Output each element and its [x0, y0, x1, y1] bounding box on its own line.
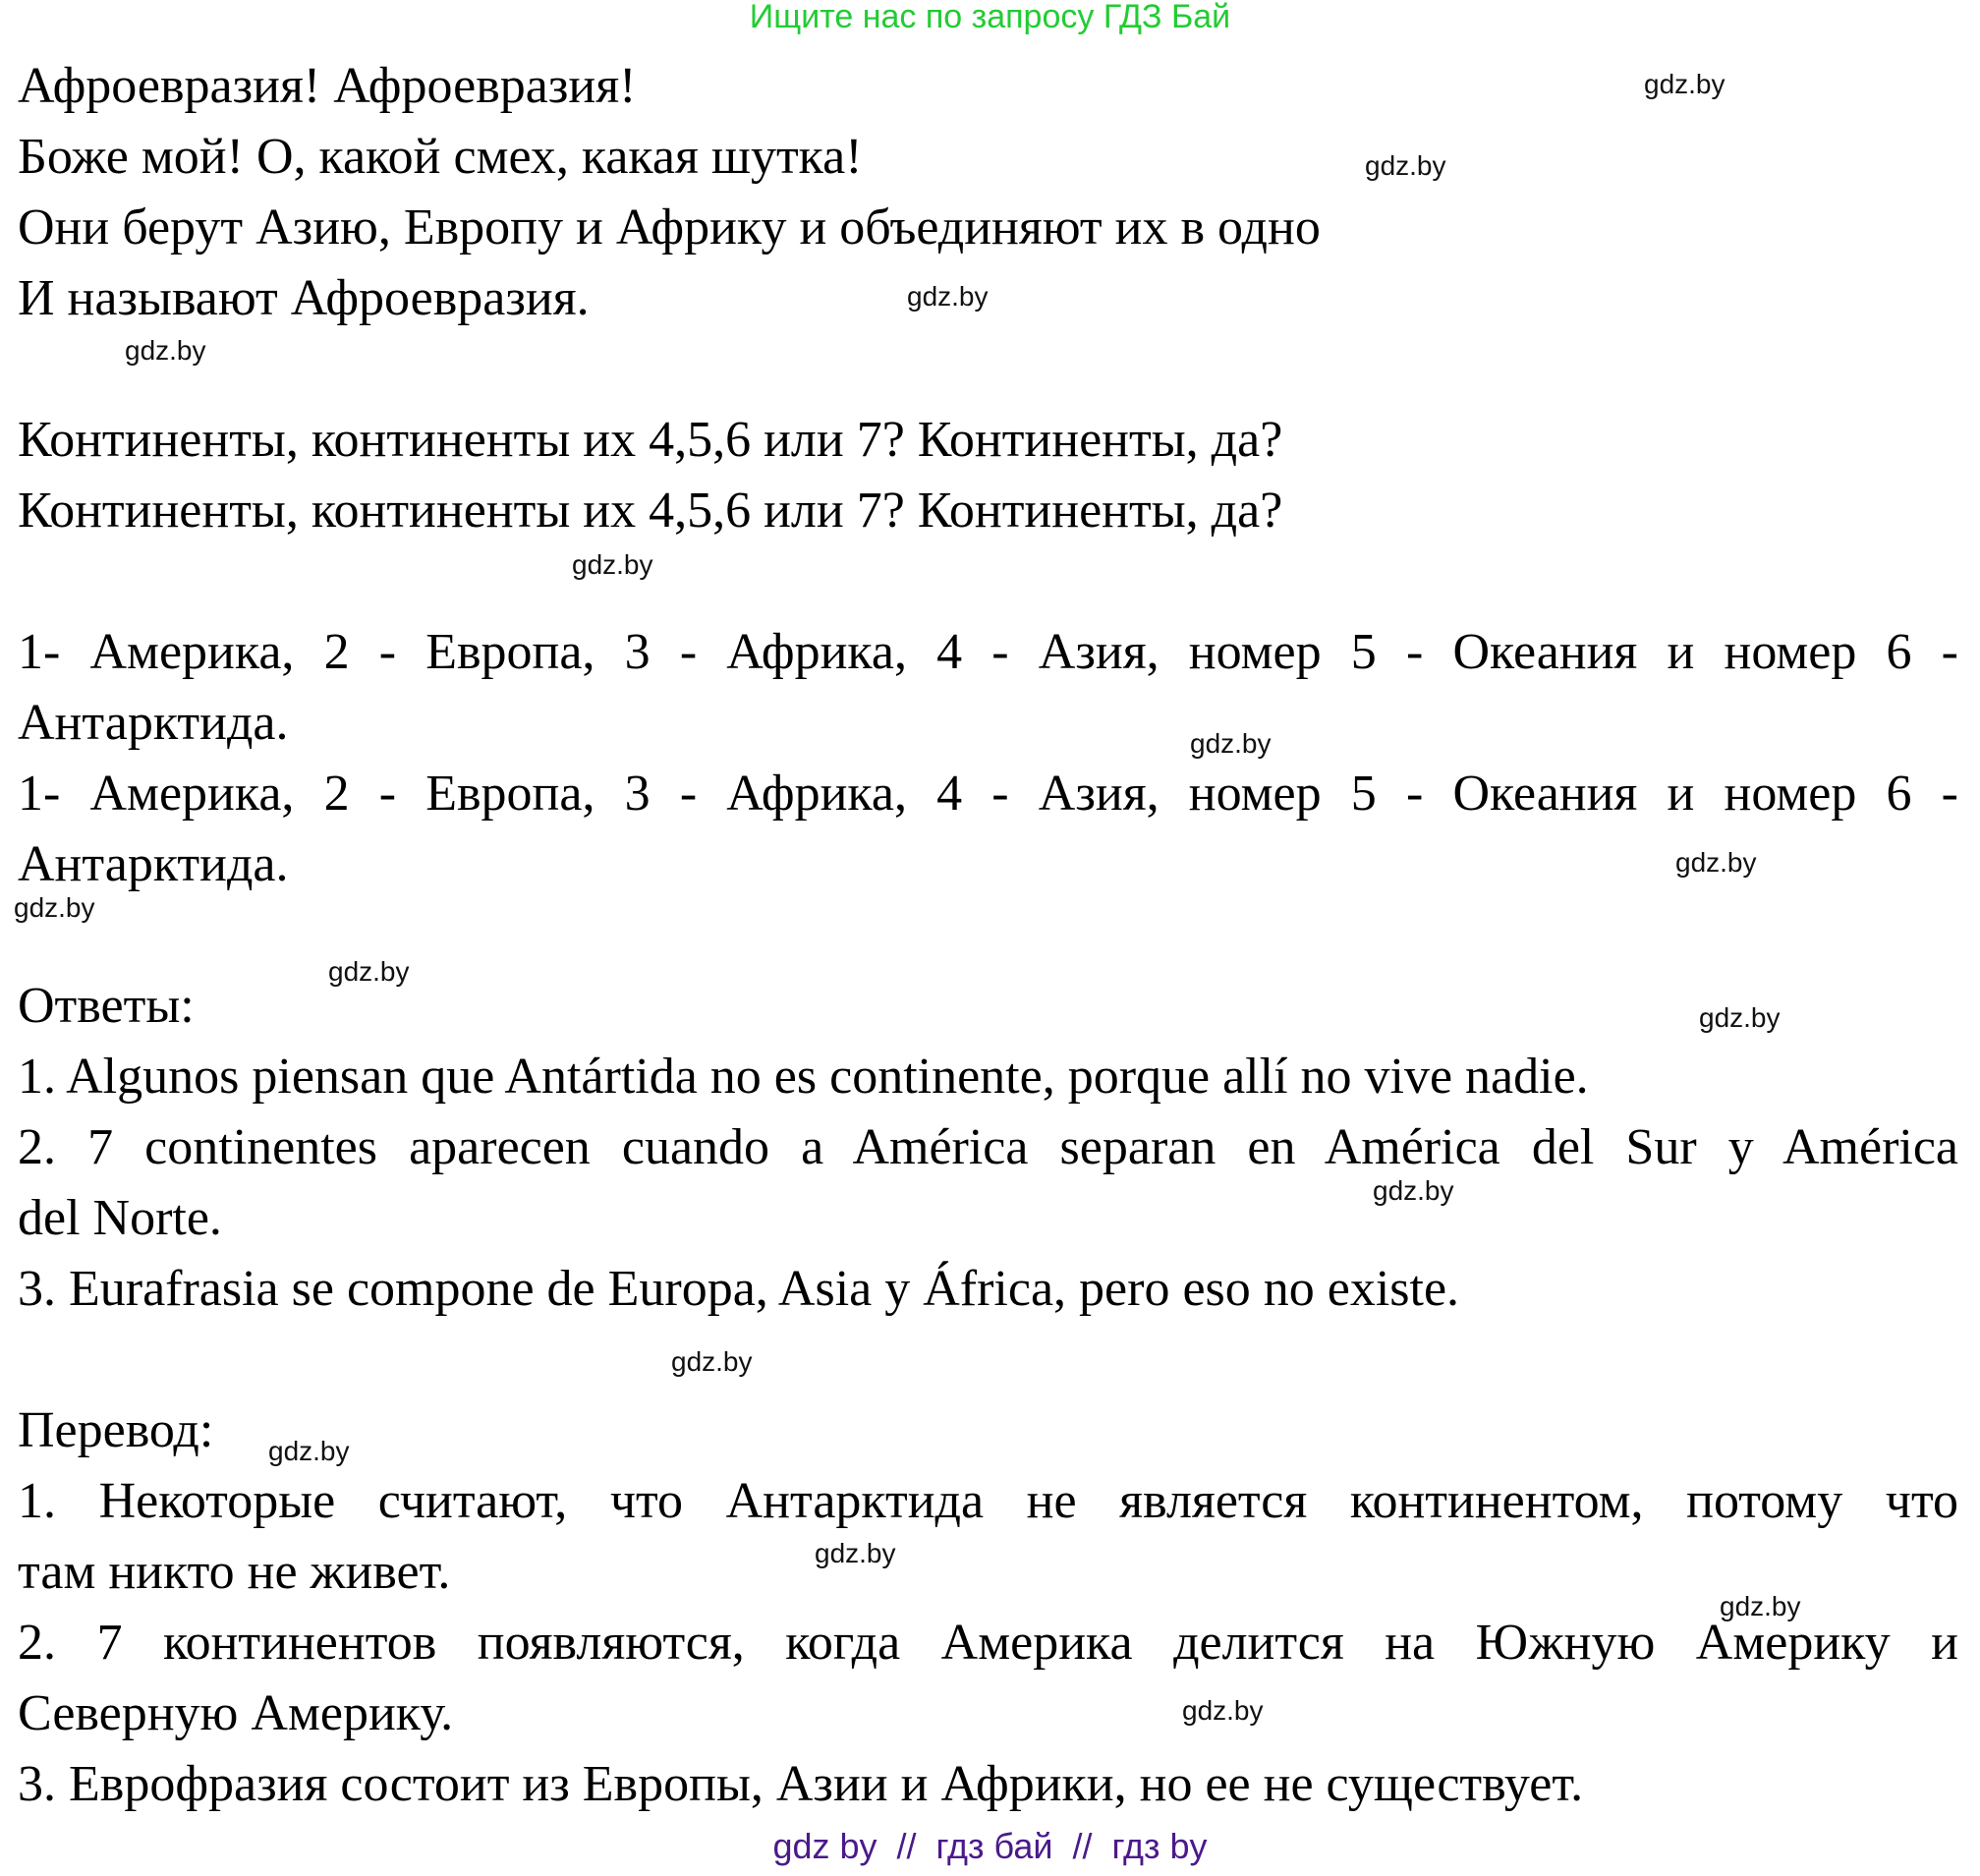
translation-item: 1. Некоторые считают, что Антарктида не является континентом, потому что: [18, 1473, 1958, 1529]
watermark: gdz.by: [1190, 728, 1272, 759]
answer-item: 1. Algunos piensan que Antártida no es continente, porque allí no vive nadie.: [18, 1049, 1589, 1105]
watermark: gdz.by: [1720, 1591, 1801, 1621]
watermark: gdz.by: [268, 1436, 350, 1466]
watermark: gdz.by: [14, 892, 95, 923]
translation-item: Северную Америку.: [18, 1685, 454, 1741]
translation-item: там никто не живет.: [18, 1544, 451, 1600]
verse-line: Они берут Азию, Европу и Африку и объединяют их в одно: [18, 199, 1321, 256]
continent-list-line: 1- Америка, 2 - Европа, 3 - Африка, 4 - Азия, номер 5 - Океания и номер 6 -: [18, 766, 1958, 822]
watermark: gdz.by: [1365, 150, 1446, 181]
watermark: gdz.by: [1182, 1695, 1264, 1726]
answer-item: 2. 7 continentes aparecen cuando a América separan en América del Sur y América: [18, 1119, 1958, 1175]
translation-item: 3. Еврофразия состоит из Европы, Азии и Африки, но ее не существует.: [18, 1756, 1584, 1812]
watermark: gdz.by: [1675, 847, 1757, 878]
watermark: gdz.by: [907, 281, 989, 312]
watermark: gdz.by: [328, 956, 410, 987]
translation-item: 2. 7 континентов появляются, когда Америка делится на Южную Америку и: [18, 1615, 1958, 1671]
continent-list-line: Антарктида.: [18, 836, 289, 892]
answer-item: del Norte.: [18, 1190, 222, 1246]
watermark: gdz.by: [1644, 69, 1725, 99]
watermark: gdz.by: [815, 1538, 896, 1568]
watermark: gdz.by: [671, 1346, 753, 1377]
watermark: gdz.by: [1373, 1175, 1454, 1206]
answers-title: Ответы:: [18, 978, 195, 1034]
verse-line: Боже мой! О, какой смех, какая шутка!: [18, 129, 863, 185]
watermark: gdz.by: [1699, 1002, 1781, 1033]
continent-list-line: 1- Америка, 2 - Европа, 3 - Африка, 4 - Азия, номер 5 - Океания и номер 6 -: [18, 624, 1958, 680]
chorus-line: Континенты, континенты их 4,5,6 или 7? Континенты, да?: [18, 483, 1283, 539]
footer-watermark: gdz by // гдз бай // гдз by: [772, 1826, 1208, 1866]
verse-line: И называют Афроевразия.: [18, 270, 590, 326]
answer-item: 3. Eurafrasia se compone de Europa, Asia y África, pero eso no existe.: [18, 1261, 1460, 1317]
watermark: gdz.by: [572, 549, 653, 580]
continent-list-line: Антарктида.: [18, 695, 289, 751]
verse-line: Афроевразия! Афроевразия!: [18, 58, 637, 114]
watermark: gdz.by: [125, 335, 206, 366]
site-search-hint: Ищите нас по запросу ГДЗ Бай: [749, 0, 1231, 35]
chorus-line: Континенты, континенты их 4,5,6 или 7? Континенты, да?: [18, 412, 1283, 468]
translation-title: Перевод:: [18, 1402, 214, 1458]
